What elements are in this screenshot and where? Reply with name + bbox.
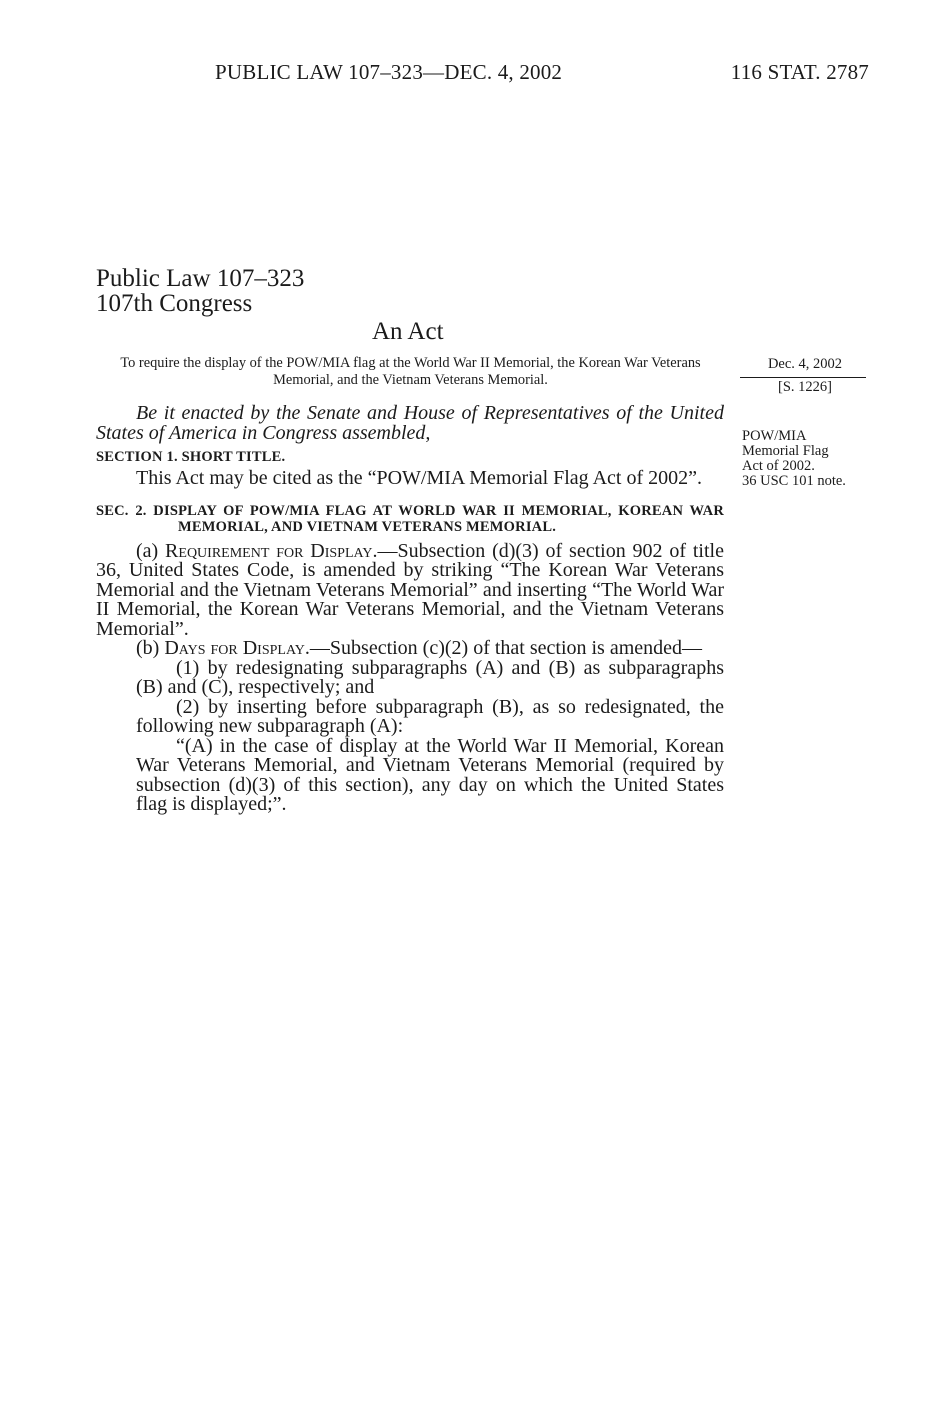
an-act-heading: An Act bbox=[372, 318, 444, 345]
subsection-b-heading: Days for Display. bbox=[164, 637, 310, 659]
public-law-title: Public Law 107–323 bbox=[96, 265, 305, 292]
running-head-citation: PUBLIC LAW 107–323—DEC. 4, 2002 bbox=[215, 60, 563, 84]
act-body bbox=[96, 404, 724, 815]
congress-number: 107th Congress bbox=[96, 290, 253, 317]
subsection-a bbox=[96, 539, 724, 640]
section-2-heading: SEC. 2. DISPLAY OF POW/MIA FLAG AT WORLD WAR II MEMORIAL, KOREAN WAR MEMORIAL, AND VIETNAM VETERANS MEMORIAL. bbox=[96, 502, 724, 535]
quoted-subparagraph-a: “(A) in the case of display at the World War II Memorial, Korean War Veterans Memorial, and Vietnam Veterans Memorial (required by subsection (d)(3) of this section), any day on which the United States flag is displayed;”. bbox=[136, 734, 724, 815]
margin-note-line: Act of 2002. bbox=[742, 458, 815, 474]
margin-note-rule bbox=[740, 377, 866, 378]
subsection-b-label: (b) bbox=[136, 637, 165, 659]
subsection-b-text: —Subsection (c)(2) of that section is amended— bbox=[309, 637, 703, 659]
subsection-b bbox=[96, 639, 724, 659]
section-1-text: This Act may be cited as the “POW/MIA Memorial Flag Act of 2002”. bbox=[136, 467, 702, 489]
margin-note-line: 36 USC 101 note. bbox=[742, 473, 846, 489]
margin-note-line: POW/MIA bbox=[742, 428, 807, 444]
margin-note-line: Memorial Flag bbox=[742, 443, 829, 459]
paragraph-2: (2) by inserting before subparagraph (B), as so redesignated, the following new subparagraph (A): bbox=[136, 695, 724, 737]
margin-note-date: Dec. 4, 2002 bbox=[767, 356, 843, 372]
paragraph-1: (1) by redesignating subparagraphs (A) and (B) as subparagraphs (B) and (C), respectively; and bbox=[136, 656, 724, 698]
enacting-clause: Be it enacted by the Senate and House of Representatives of the United States of America in Congress assembled, bbox=[96, 402, 724, 444]
purpose-statement: To require the display of the POW/MIA flag at the World War II Memorial, the Korean War Veterans Memorial, and the Vietnam Veterans Memorial. bbox=[120, 355, 701, 388]
margin-note-bill-number: [S. 1226] bbox=[778, 379, 832, 395]
subsection-a-label: (a) bbox=[136, 539, 166, 562]
section-1-heading: SECTION 1. SHORT TITLE. bbox=[96, 449, 286, 465]
subsection-a-text: —Subsection (d)(3) of section 902 of title 36, United States Code, is amended by striking “The Korean War Veterans Memorial and the Vietnam Veterans Memorial” and inserting “The World War II Memorial, the Korean War Veterans Memorial, and the Vietnam Veterans Memorial”. bbox=[96, 539, 724, 640]
running-head-stat-page: 116 STAT. 2787 bbox=[730, 60, 869, 84]
margin-note-short-title bbox=[742, 429, 867, 489]
subsection-a-heading: Requirement for Display. bbox=[165, 539, 378, 562]
